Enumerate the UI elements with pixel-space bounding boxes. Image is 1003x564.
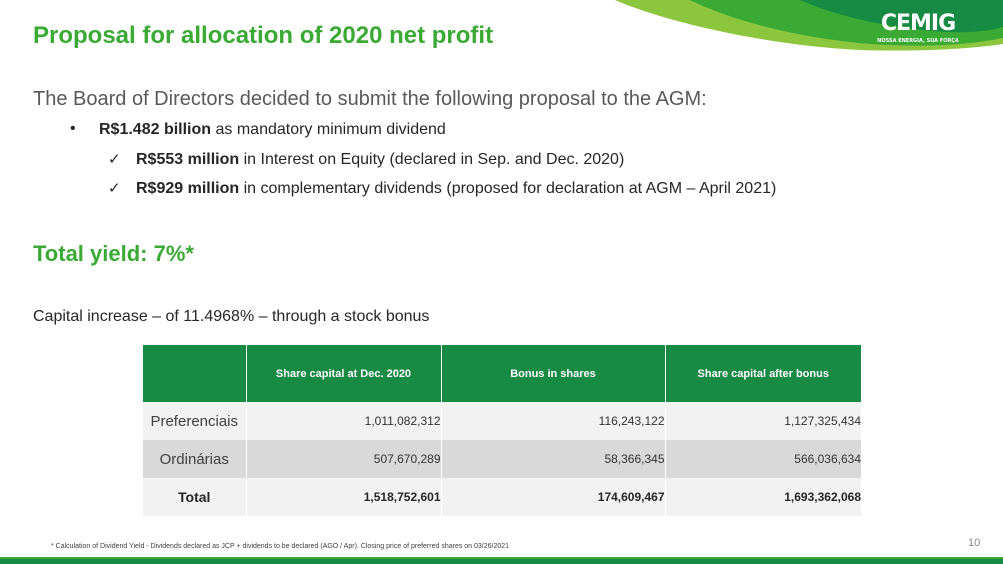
row-label: Ordinárias (143, 440, 246, 478)
table-cell: 116,243,122 (441, 402, 665, 440)
table-cell: 1,693,362,068 (665, 478, 861, 516)
subitem-amount: R$929 million (136, 180, 240, 197)
share-capital-table (143, 345, 861, 516)
logo-tagline: NOSSA ENERGIA, SUA FORÇA (877, 38, 959, 44)
table-cell: 174,609,467 (441, 478, 665, 516)
total-yield-heading: Total yield: 7%* (33, 241, 194, 266)
page-number: 10 (968, 537, 981, 549)
table-row-total (143, 478, 861, 516)
table-cell: 58,366,345 (441, 440, 665, 478)
subitem-complementary-dividends (136, 179, 776, 199)
table-header-row (143, 345, 861, 402)
table-header-cell (143, 345, 246, 402)
dividend-text: as mandatory minimum dividend (211, 121, 446, 138)
table-header-cell: Share capital after bonus (665, 345, 861, 402)
subitem-amount: R$553 million (136, 151, 240, 168)
row-label: Total (143, 478, 246, 516)
table-row (143, 440, 861, 478)
capital-increase-text: Capital increase – of 11.4968% – through a stock bonus (33, 308, 430, 325)
table-header-cell: Bonus in shares (441, 345, 665, 402)
bullet-dividend (99, 120, 446, 140)
table-cell: 1,518,752,601 (246, 478, 441, 516)
footnote: * Calculation of Dividend Yield - Dividends declared as JCP + dividends to be declared (AGO / Apr). Closing price of preferred shares on 03/26/2021 (51, 543, 510, 550)
page-title: Proposal for allocation of 2020 net profit (33, 22, 494, 49)
bottom-accent-line (0, 557, 1003, 559)
subitem-text: in Interest on Equity (declared in Sep. and Dec. 2020) (239, 151, 625, 168)
subitem-text: in complementary dividends (proposed for declaration at AGM – April 2021) (239, 180, 777, 197)
bullet-dot-icon: • (70, 120, 76, 137)
intro-text: The Board of Directors decided to submit the following proposal to the AGM: (33, 88, 707, 110)
table-row (143, 402, 861, 440)
row-label: Preferenciais (143, 402, 246, 440)
cemig-logo-icon: CEMIG (880, 11, 956, 36)
subitem-interest-on-equity (136, 150, 624, 170)
checkmark-icon: ✓ (108, 151, 121, 168)
table-header-cell: Share capital at Dec. 2020 (246, 345, 441, 402)
table-cell: 1,011,082,312 (246, 402, 441, 440)
checkmark-icon: ✓ (108, 180, 121, 197)
cemig-logo (868, 10, 968, 50)
table-cell: 507,670,289 (246, 440, 441, 478)
dividend-amount: R$1.482 billion (99, 121, 212, 138)
table-cell: 1,127,325,434 (665, 402, 861, 440)
table-cell: 566,036,634 (665, 440, 861, 478)
